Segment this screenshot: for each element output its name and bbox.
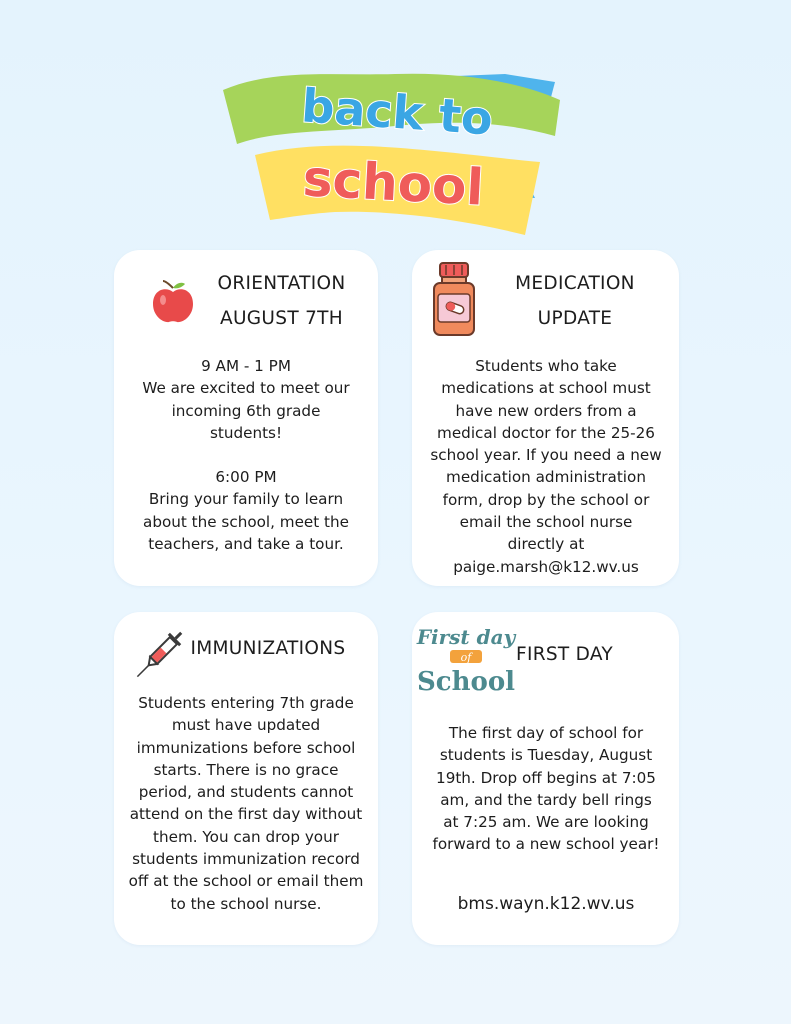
medication-heading-line1: MEDICATION	[515, 273, 635, 294]
orientation-time-evening: 6:00 PM	[215, 468, 277, 487]
first-day-body: The first day of school for students is Tuesday, August 19th. Drop off begins at 7:05 am, and the tardy bell rings at 7:25 am. We are looking forward to a new school year!	[432, 724, 660, 854]
logo-line1: First day	[416, 625, 516, 649]
immunizations-body: Students entering 7th grade must have updated immunizations before school starts. There is no grace period, and students cannot attend on the first day without them. You can drop your students immunization record off at the school or email them to the school nurse.	[128, 694, 364, 913]
logo-line2: of	[460, 651, 472, 664]
medication-body	[430, 355, 662, 578]
orientation-heading-line1: ORIENTATION	[217, 273, 346, 294]
orientation-text-morning: We are excited to meet our incoming 6th grade students!	[142, 379, 350, 442]
medication-text: Students who take medications at school must have new orders from a medical doctor for the 25-26 school year. If you need a new medication administration form, drop by the school or email the school nurse directly at	[430, 357, 662, 554]
apple-icon	[151, 278, 195, 324]
nurse-email[interactable]: paige.marsh@k12.wv.us	[453, 557, 639, 576]
logo-line3: School	[416, 667, 516, 697]
orientation-body	[134, 355, 358, 555]
orientation-card	[114, 250, 378, 586]
medication-heading-line2: UPDATE	[537, 308, 613, 329]
medication-card	[412, 250, 679, 586]
back-to-school-banner	[215, 60, 575, 245]
orientation-time-morning: 9 AM - 1 PM	[201, 357, 291, 375]
immunizations-heading: IMMUNIZATIONS	[190, 638, 346, 659]
school-website-link[interactable]: bms.wayn.k12.wv.us	[457, 894, 635, 914]
immunizations-card	[114, 612, 378, 945]
medicine-bottle-icon	[432, 262, 476, 338]
first-day-of-school-logo	[416, 620, 516, 698]
first-day-card	[412, 612, 679, 945]
first-day-heading: FIRST DAY	[516, 644, 614, 665]
orientation-text-evening: Bring your family to learn about the school, meet the teachers, and take a tour.	[143, 490, 349, 554]
orientation-heading-line2: AUGUST 7TH	[220, 308, 343, 329]
banner-line2: school	[301, 149, 486, 217]
banner-line1: back to	[299, 78, 495, 146]
